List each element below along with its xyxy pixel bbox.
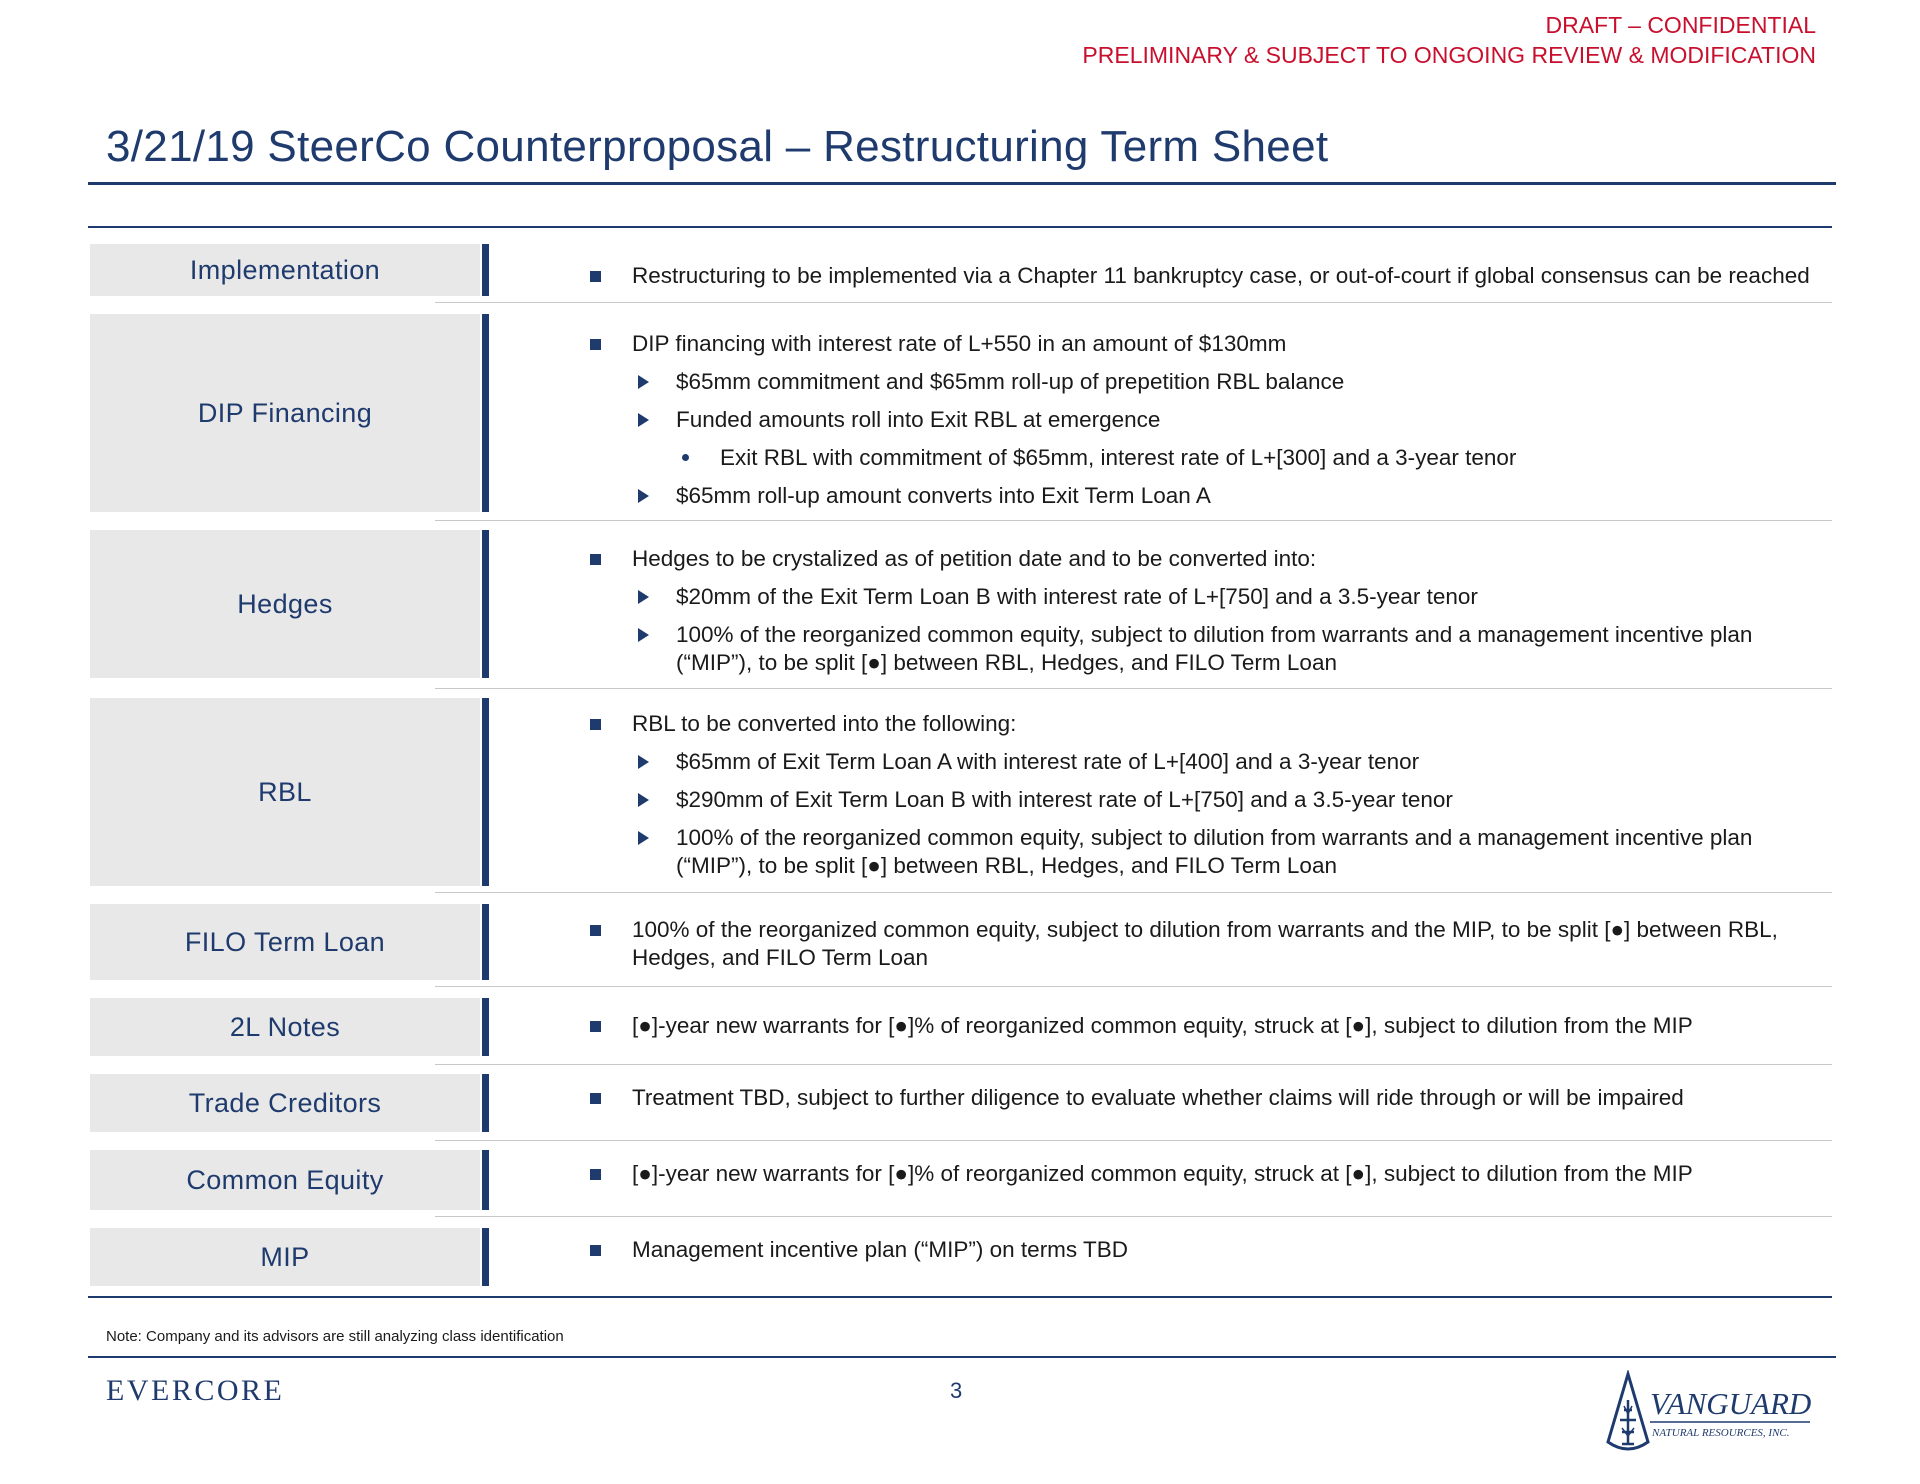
square-bullet-icon [590,719,601,730]
bullet-item [498,330,1832,358]
bullet-text: 100% of the reorganized common equity, subject to dilution from warrants and a management incentive plan (“MIP”), to be split [●] between RBL, Hedges, and FILO Term Loan [676,825,1753,878]
page-number: 3 [950,1378,963,1403]
term-row-rbl [90,698,1832,886]
square-bullet-icon [590,339,601,350]
row-label: 2L Notes [90,998,480,1056]
row-label: DIP Financing [90,314,480,512]
sub-bullet-item [498,824,1832,880]
row-separator [435,302,1832,303]
term-row-dip-financing [90,314,1832,512]
term-row-trade-creditors [90,1074,1832,1132]
triangle-bullet-icon [638,628,649,642]
bullet-text: Restructuring to be implemented via a Chapter 11 bankruptcy case, or out-of-court if global consensus can be reached [632,263,1810,288]
row-accent-bar [482,698,489,886]
term-row-2l-notes [90,998,1832,1056]
bullet-item [498,1084,1832,1112]
bullet-text: $20mm of the Exit Term Loan B with interest rate of L+[750] and a 3.5-year tenor [676,584,1478,609]
bullet-text: Management incentive plan (“MIP”) on terms TBD [632,1237,1129,1262]
row-content [498,1074,1832,1132]
row-accent-bar [482,998,489,1056]
vanguard-logo [1600,1370,1820,1456]
row-separator [435,1140,1832,1141]
square-bullet-icon [590,1021,601,1032]
square-bullet-icon [590,1169,601,1180]
row-content [498,244,1832,296]
triangle-bullet-icon [638,413,649,427]
row-accent-bar [482,1228,489,1286]
bullet-text: $65mm of Exit Term Loan A with interest rate of L+[400] and a 3-year tenor [676,749,1420,774]
bullet-text: $65mm roll-up amount converts into Exit Term Loan A [676,483,1211,508]
table-top-rule [88,226,1832,228]
row-separator [435,1216,1832,1217]
row-content [498,314,1832,512]
triangle-bullet-icon [638,489,649,503]
row-content [498,698,1832,886]
square-bullet-icon [590,925,601,936]
row-content [498,904,1832,980]
bullet-text: Treatment TBD, subject to further diligence to evaluate whether claims will ride through or will be impaired [632,1085,1684,1110]
row-label: FILO Term Loan [90,904,480,980]
row-label: Common Equity [90,1150,480,1210]
term-row-filo-term-loan [90,904,1832,980]
bullet-text: 100% of the reorganized common equity, subject to dilution from warrants and a management incentive plan (“MIP”), to be split [●] between RBL, Hedges, and FILO Term Loan [676,622,1753,675]
footnote: Note: Company and its advisors are still analyzing class identification [106,1328,564,1345]
evercore-logo: EVERCORE [106,1374,285,1407]
confidentiality-header [1082,10,1816,70]
bullet-item [498,1012,1832,1040]
row-label: Implementation [90,244,480,296]
bullet-item [498,710,1832,738]
term-row-common-equity [90,1150,1832,1210]
row-content [498,530,1832,678]
sub-bullet-item [498,621,1832,677]
bullet-item [498,916,1832,972]
bullet-text: [●]-year new warrants for [●]% of reorganized common equity, struck at [●], subject to dilution from the MIP [632,1013,1693,1038]
sub-sub-bullet-item [498,444,1832,472]
sub-bullet-item [498,368,1832,396]
logo-wordmark: VANGUARD [1650,1386,1812,1421]
row-label: Hedges [90,530,480,678]
row-label: RBL [90,698,480,886]
logo-subtitle: NATURAL RESOURCES, INC. [1652,1427,1790,1439]
table-bottom-rule [88,1296,1832,1298]
triangle-bullet-icon [638,375,649,389]
row-accent-bar [482,904,489,980]
square-bullet-icon [590,554,601,565]
row-label: Trade Creditors [90,1074,480,1132]
row-accent-bar [482,1150,489,1210]
bullet-item [498,262,1832,290]
bullet-text: RBL to be converted into the following: [632,711,1017,736]
triangle-bullet-icon [638,793,649,807]
row-content [498,1228,1832,1286]
bullet-text: [●]-year new warrants for [●]% of reorganized common equity, struck at [●], subject to dilution from the MIP [632,1161,1693,1186]
sub-bullet-item [498,786,1832,814]
bullet-text: Hedges to be crystalized as of petition date and to be converted into: [632,546,1317,571]
sub-bullet-item [498,748,1832,776]
row-accent-bar [482,530,489,678]
triangle-bullet-icon [638,831,649,845]
bullet-text: 100% of the reorganized common equity, subject to dilution from warrants and the MIP, to be split [●] between RBL, Hedges, and FILO Term Loan [632,917,1778,970]
row-separator [435,520,1832,521]
term-row-hedges [90,530,1832,678]
dot-bullet-icon [682,454,689,461]
term-row-mip [90,1228,1832,1286]
preliminary-label: PRELIMINARY & SUBJECT TO ONGOING REVIEW & MODIFICATION [1082,42,1816,68]
row-accent-bar [482,1074,489,1132]
row-accent-bar [482,314,489,512]
row-label: MIP [90,1228,480,1286]
row-separator [435,1064,1832,1065]
bullet-text: $65mm commitment and $65mm roll-up of prepetition RBL balance [676,369,1345,394]
bullet-text: Funded amounts roll into Exit RBL at emergence [676,407,1161,432]
triangle-bullet-icon [638,755,649,769]
triangle-bullet-icon [638,590,649,604]
title-rule [88,182,1836,185]
row-separator [435,892,1832,893]
draft-label: DRAFT – CONFIDENTIAL [1545,12,1816,38]
bullet-text: $290mm of Exit Term Loan B with interest rate of L+[750] and a 3.5-year tenor [676,787,1453,812]
bullet-text: DIP financing with interest rate of L+550 in an amount of $130mm [632,331,1287,356]
row-accent-bar [482,244,489,296]
square-bullet-icon [590,1245,601,1256]
bullet-text: Exit RBL with commitment of $65mm, interest rate of L+[300] and a 3-year tenor [720,445,1517,470]
sub-bullet-item [498,482,1832,510]
page-title: 3/21/19 SteerCo Counterproposal – Restructuring Term Sheet [106,122,1329,171]
square-bullet-icon [590,1093,601,1104]
square-bullet-icon [590,271,601,282]
row-separator [435,688,1832,689]
sub-bullet-item [498,406,1832,434]
bullet-item [498,545,1832,573]
term-row-implementation [90,244,1832,296]
footer-rule [88,1356,1836,1358]
bullet-item [498,1236,1832,1264]
row-content [498,1150,1832,1210]
row-content [498,998,1832,1056]
row-separator [435,986,1832,987]
sub-bullet-item [498,583,1832,611]
bullet-item [498,1160,1832,1188]
